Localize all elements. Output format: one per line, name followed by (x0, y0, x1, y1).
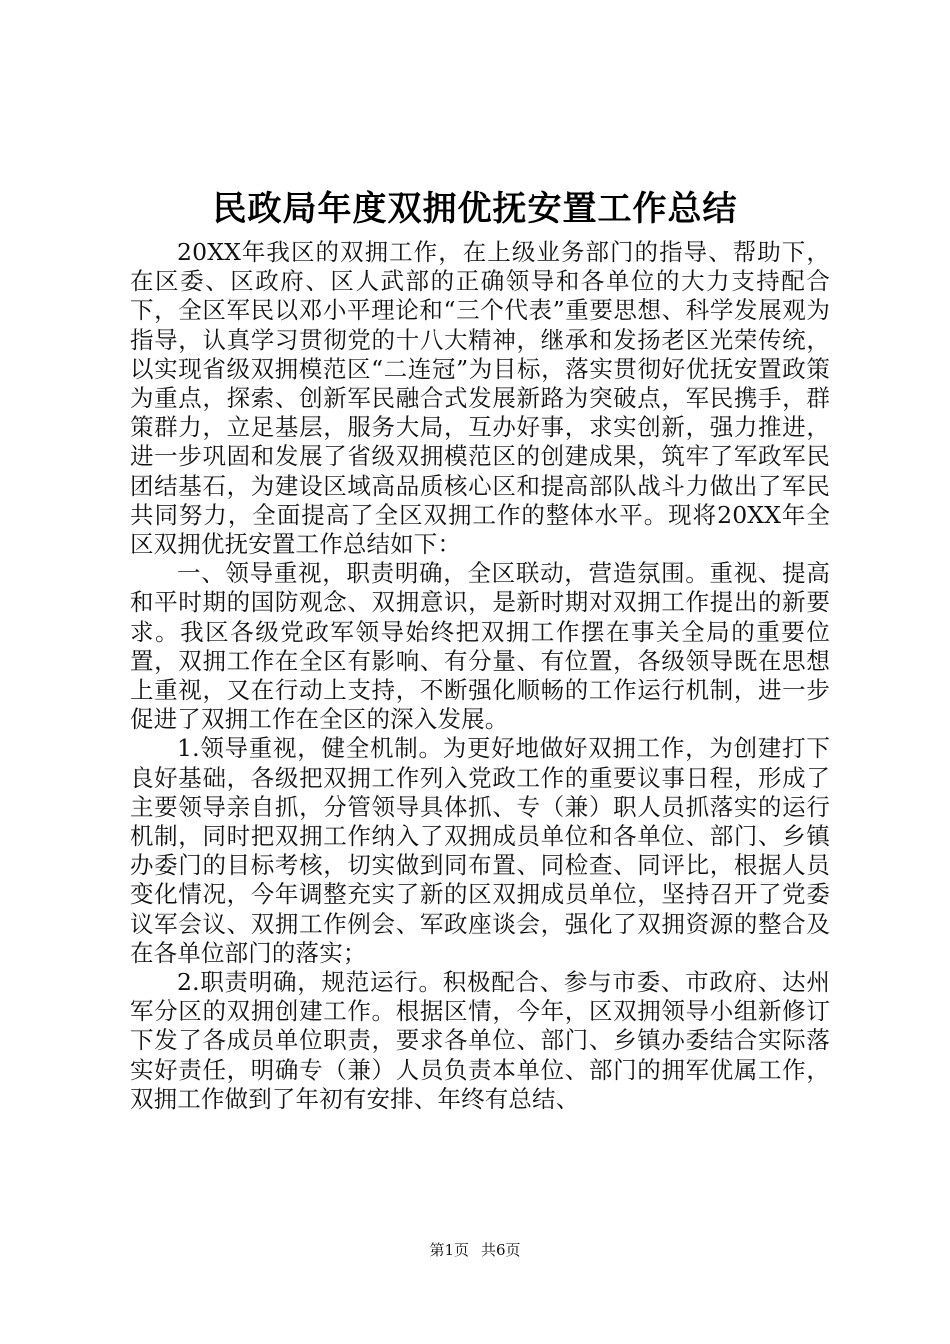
document-title: 民政局年度双拥优抚安置工作总结 (212, 189, 738, 229)
document-body (130, 238, 830, 1114)
item-two-paragraph: 2.职责明确，规范运行。积极配合、参与市委、市政府、达州军分区的双拥创建工作。根据区情，今年，区双拥领导小组新修订下发了各成员单位职责，要求各单位、部门、乡镇办委结合实际落实好责任，明确专（兼）人员负责本单位、部门的拥军优属工作，双拥工作做到了年初有安排、年终有总结、 (130, 968, 830, 1113)
intro-paragraph: 20XX年我区的双拥工作，在上级业务部门的指导、帮助下，在区委、区政府、区人武部的正确领导和各单位的大力支持配合下，全区军民以邓小平理论和“三个代表”重要思想、科学发展观为指导，认真学习贯彻党的十八大精神，继承和发扬老区光荣传统，以实现省级双拥模范区“二连冠”为目标，落实贯彻好优抚安置政策为重点，探索、创新军民融合式发展新路为突破点，军民携手，群策群力，立足基层，服务大局，互办好事，求实创新，强力推进，进一步巩固和发展了省级双拥模范区的创建成果，筑牢了军政军民团结基石，为建设区域高品质核心区和提高部队战斗力做出了军民共同努力，全面提高了全区双拥工作的整体水平。现将20XX年全区双拥优抚安置工作总结如下： (130, 238, 830, 559)
item-one-paragraph: 1.领导重视，健全机制。为更好地做好双拥工作，为创建打下良好基础，各级把双拥工作列入党政工作的重要议事日程，形成了主要领导亲自抓，分管领导具体抓、专（兼）职人员抓落实的运行机制，同时把双拥工作纳入了双拥成员单位和各单位、部门、乡镇办委门的目标考核，切实做到同布置、同检查、同评比，根据人员变化情况，今年调整充实了新的区双拥成员单位，坚持召开了党委议军会议、双拥工作例会、军政座谈会，强化了双拥资源的整合及在各单位部门的落实； (130, 734, 830, 967)
page-total: 共6页 (481, 1241, 521, 1259)
page-footer (0, 1240, 950, 1260)
section-one-paragraph: 一、领导重视，职责明确，全区联动，营造氛围。重视、提高和平时期的国防观念、双拥意识，是新时期对双拥工作提出的新要求。我区各级党政军领导始终把双拥工作摆在事关全局的重要位置，双拥工作在全区有影响、有分量、有位置，各级领导既在思想上重视，又在行动上支持，不断强化顺畅的工作运行机制，进一步促进了双拥工作在全区的深入发展。 (130, 559, 830, 734)
page-number: 第1页 (429, 1241, 469, 1259)
